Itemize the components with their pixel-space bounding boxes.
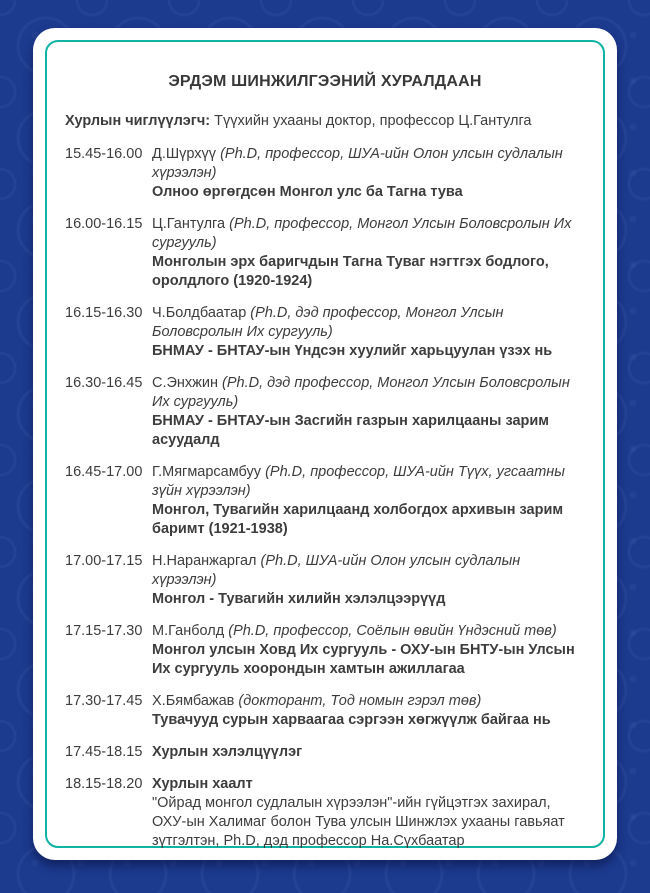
table-row (65, 145, 585, 202)
speaker-affiliation: (Ph.D, профессор, Монгол Улсын Боловсролын Их сургууль) (152, 216, 572, 251)
table-row (65, 552, 585, 609)
speaker-line (152, 622, 585, 641)
speaker-affiliation: (докторант, Тод номын гэрэл төв) (238, 693, 482, 709)
talk-title: Тувачууд сурын харваагаа сэргээн хөгжүүлж байгаа нь (152, 712, 551, 728)
moderator-label: Хурлын чиглүүлэгч: (65, 113, 211, 129)
time-label: 16.00-16.15 (65, 216, 143, 232)
time-label: 18.15-18.20 (65, 776, 143, 792)
speaker-name: Ц.Гантулга (152, 216, 226, 232)
card-content (33, 28, 617, 860)
table-row (65, 304, 585, 361)
talk-title: БНМАУ - БНТАУ-ын Үндсэн хуулийг харьцуулан үзэх нь (152, 343, 553, 359)
speaker-line (152, 215, 585, 253)
talk-title: Хурлын хэлэлцүүлэг (152, 744, 303, 760)
speaker-line (152, 463, 585, 501)
time-label: 15.45-16.00 (65, 146, 143, 162)
speaker-name: Х.Бямбажав (152, 693, 235, 709)
moderator-line (65, 112, 585, 131)
moderator-value: Түүхийн ухааны доктор, профессор Ц.Гантулга (214, 113, 532, 129)
speaker-affiliation: (Ph.D, ШУА-ийн Олон улсын судлалын хүрээлэн) (152, 553, 521, 588)
speaker-affiliation: (Ph.D, профессор, Соёлын өвийн Үндэсний төв) (228, 623, 557, 639)
closing-note: "Ойрад монгол судлалын хүрээлэн"-ийн гүйцэтгэх захирал, ОХУ-ын Халимаг болон Тува улсын Шинжлэх ухааны гавьяат зүтгэлтэн, Ph.D, дэд профессор На.Сүхбаатар (152, 795, 565, 849)
speaker-name: С.Энхжин (152, 375, 218, 391)
speaker-line (152, 692, 585, 711)
time-label: 16.30-16.45 (65, 375, 143, 391)
speaker-line (152, 552, 585, 590)
talk-title: Олноо өргөгдсөн Монгол улс ба Тагна тува (152, 184, 463, 200)
page-title: ЭРДЭМ ШИНЖИЛГЭЭНИЙ ХУРАЛДААН (168, 73, 482, 90)
speaker-affiliation: (Ph.D, профессор, ШУА-ийн Түүх, угсаатны зүйн хүрээлэн) (152, 464, 565, 499)
talk-title: Монгол - Тувагийн хилийн хэлэлцээрүүд (152, 591, 446, 607)
speaker-name: Г.Мягмарсамбуу (152, 464, 262, 480)
schedule-card (33, 28, 617, 860)
talk-title: Монгол, Тувагийн харилцаанд холбогдох архивын зарим баримт (1921-1938) (152, 502, 564, 537)
speaker-line (152, 145, 585, 183)
table-row (65, 215, 585, 291)
table-row (65, 374, 585, 450)
table-row (65, 692, 585, 730)
speaker-affiliation: (Ph.D, дэд профессор, Монгол Улсын Боловсролын Их сургууль) (152, 305, 504, 340)
speaker-line (152, 374, 585, 412)
table-row (65, 743, 585, 762)
speaker-affiliation: (Ph.D, дэд профессор, Монгол Улсын Боловсролын Их сургууль) (152, 375, 570, 410)
talk-title: Монгол улсын Ховд Их сургууль - ОХУ-ын БНТУ-ын Улсын Их сургууль хоорондын хамтын ажиллагаа (152, 642, 575, 677)
time-label: 17.15-17.30 (65, 623, 143, 639)
speaker-name: Д.Шүрхүү (152, 146, 217, 162)
speaker-affiliation: (Ph.D, профессор, ШУА-ийн Олон улсын судлалын хүрээлэн) (152, 146, 563, 181)
speaker-name: Н.Наранжаргал (152, 553, 257, 569)
time-label: 16.45-17.00 (65, 464, 143, 480)
table-row (65, 775, 585, 851)
talk-title: Монголын эрх баригчдын Тагна Туваг нэгтгэх бодлого, оролдлого (1920-1924) (152, 254, 549, 289)
speaker-line (152, 304, 585, 342)
time-label: 17.45-18.15 (65, 744, 143, 760)
talk-title: Хурлын хаалт (152, 776, 253, 792)
talk-title: БНМАУ - БНТАУ-ын Засгийн газрын харилцааны зарим асуудалд (152, 413, 550, 448)
table-row (65, 622, 585, 679)
table-row (65, 463, 585, 539)
time-label: 16.15-16.30 (65, 305, 143, 321)
time-label: 17.30-17.45 (65, 693, 143, 709)
time-label: 17.00-17.15 (65, 553, 143, 569)
speaker-name: Ч.Болдбаатар (152, 305, 247, 321)
speaker-name: М.Ганболд (152, 623, 225, 639)
